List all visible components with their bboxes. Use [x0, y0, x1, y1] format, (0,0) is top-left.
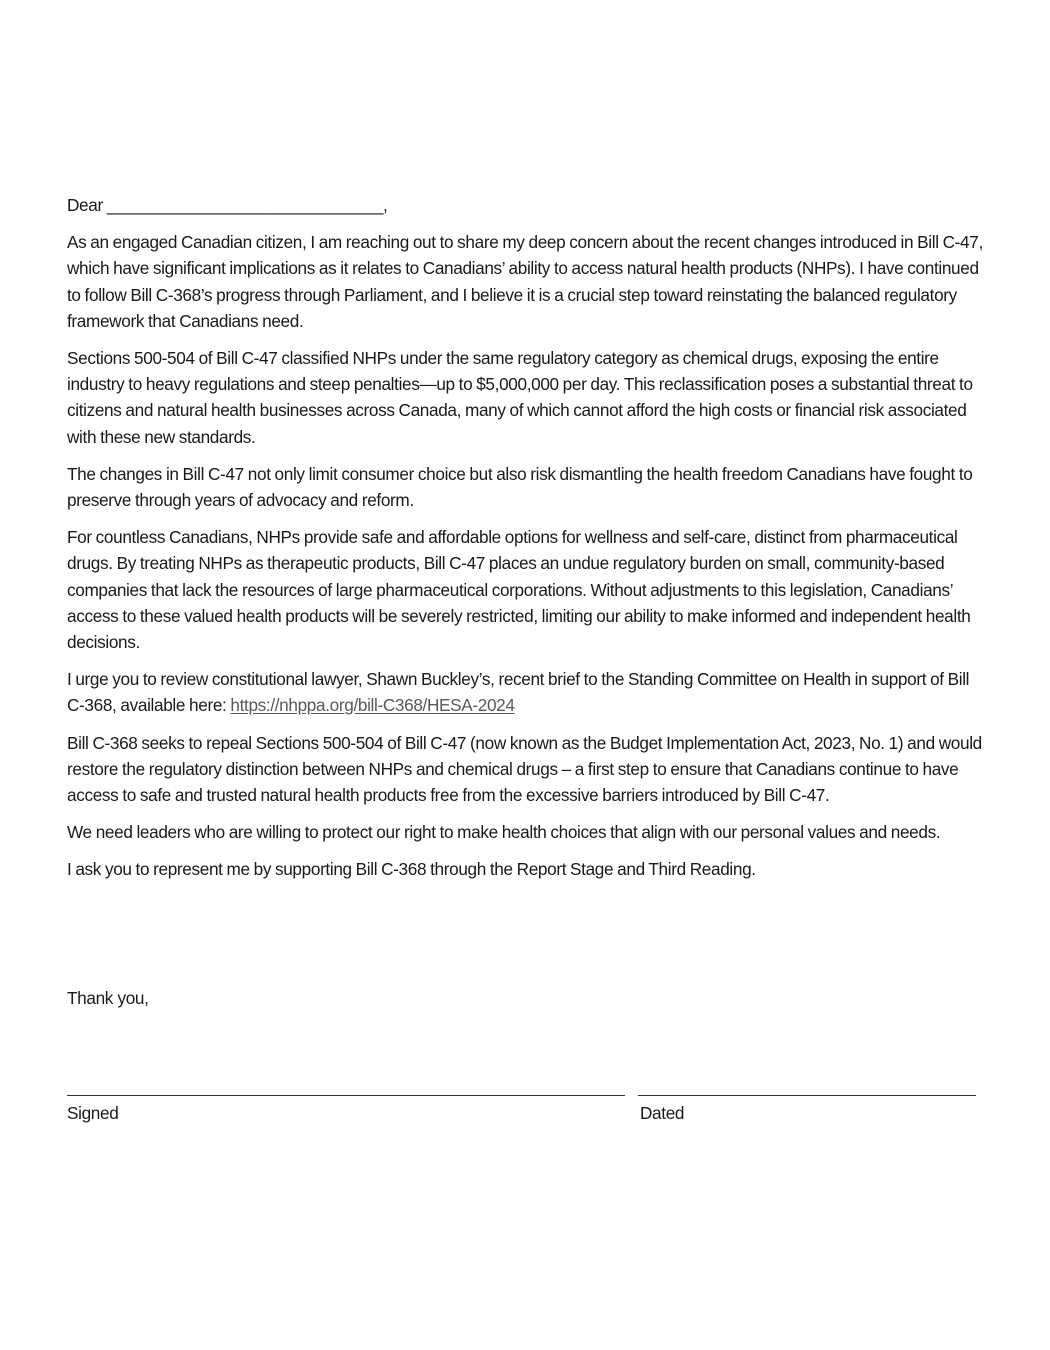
letter-body [67, 192, 987, 894]
date-line [638, 1095, 976, 1096]
paragraph-concern: As an engaged Canadian citizen, I am reaching out to share my deep concern about the recent changes introduced in Bill C-47, which have significant implications as it relates to Canadians’ ability to access natural health products (NHPs). I have continued to follow Bill C-368’s progress through Parliament, and I believe it is a crucial step toward reinstating the balanced regulatory framework that Canadians need. [67, 232, 983, 331]
closing: Thank you, [67, 988, 149, 1008]
paragraph-repeal: Bill C-368 seeks to repeal Sections 500-504 of Bill C-47 (now known as the Budget Implementation Act, 2023, No. 1) and would restore the regulatory distinction between NHPs and chemical drugs – a first step to ensure that Canadians continue to have access to safe and trusted natural health products free from the excessive barriers introduced by Bill C-47. [67, 732, 982, 806]
signed-label: Signed [67, 1103, 119, 1123]
paragraph-ask: I ask you to represent me by supporting Bill C-368 through the Report Stage and Third Reading. [67, 859, 756, 880]
paragraph-countless: For countless Canadians, NHPs provide safe and affordable options for wellness and self-care, distinct from pharmaceutical drugs. By treating NHPs as therapeutic products, Bill C-47 places an undue regulatory burden on small, community-based companies that lack the resources of large pharmaceutical corporations. Without adjustments to this legislation, Canadians’ access to these valued health products will be severely restricted, limiting our ability to make informed and independent health decisions. [67, 527, 971, 653]
salutation: Dear ______________________________, [67, 195, 388, 215]
signature-line [67, 1095, 625, 1096]
paragraph-sections: Sections 500-504 of Bill C-47 classified NHPs under the same regulatory category as chemical drugs, exposing the entire industry to heavy regulations and steep penalties—up to $5,000,000 per day. This reclassification poses a substantial threat to citizens and natural health businesses across Canada, many of which cannot afford the high costs or financial risk associated with these new standards. [67, 348, 973, 447]
brief-link[interactable]: https://nhppa.org/bill-C368/HESA-2024 [230, 695, 515, 716]
paragraph-brief [67, 666, 987, 718]
dated-label: Dated [640, 1103, 685, 1123]
brief-text: I urge you to review constitutional lawyer, Shawn Buckley’s, recent brief to the Standing Committee on Health in support of Bill C-368, available here: [67, 669, 970, 716]
paragraph-changes: The changes in Bill C-47 not only limit consumer choice but also risk dismantling the health freedom Canadians have fought to preserve through years of advocacy and reform. [67, 463, 973, 511]
paragraph-leaders: We need leaders who are willing to protect our right to make health choices that align with our personal values and needs. [67, 822, 941, 843]
